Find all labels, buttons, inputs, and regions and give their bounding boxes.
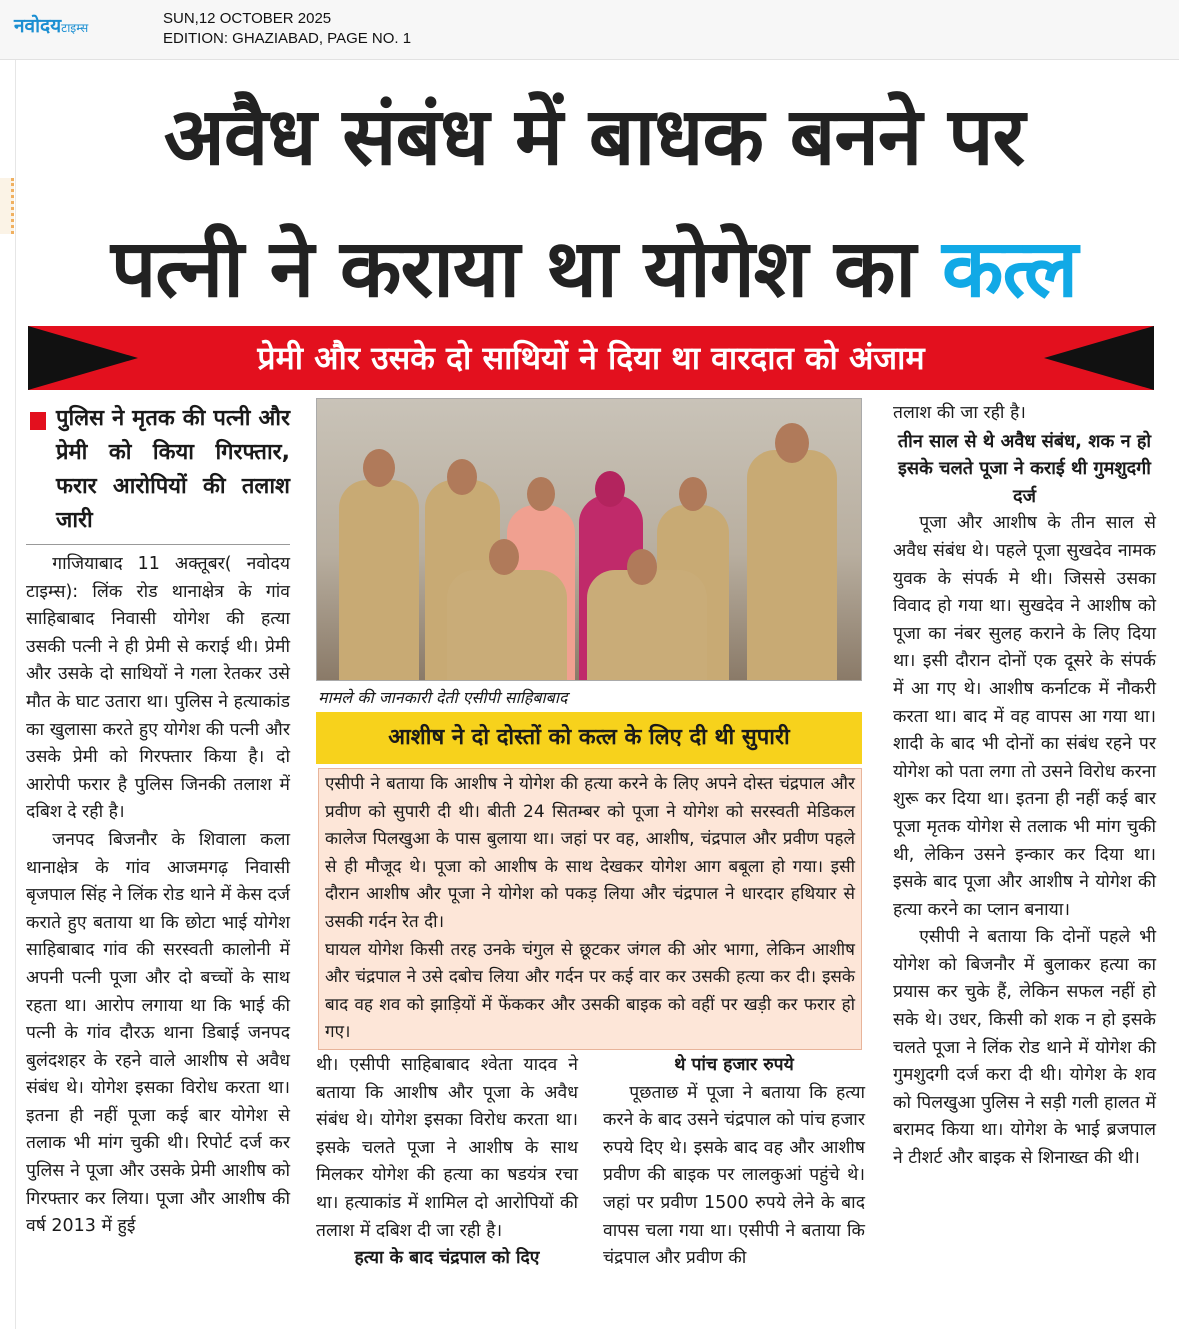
paragraph: घायल योगेश किसी तरह उनके चंगुल से छूटकर जंगल की ओर भागा, लेकिन आशीष और चंद्रपाल ने उसे दबोच लिया और गर्दन पर कई वार कर उसकी हत्या कर दी। इसके बाद वह शव को झाड़ियों में फेंककर और उसकी बाइक को वहीं पर खड़ी कर फरार हो गए। <box>325 939 855 1043</box>
left-column <box>26 402 290 1241</box>
bullet-square-icon <box>30 412 46 430</box>
paragraph: गाजियाबाद 11 अक्तूबर( नवोदय टाइम्स): लिंक रोड थानाक्षेत्र के गांव साहिबाबाद निवासी योगेश की हत्या उसकी पत्नी ने ही प्रेमी से कराई थी। प्रेमी और उसके दो साथियों ने गला रेतकर उसे मौत के घाट उतारा था। पुलिस ने हत्याकांड का खुलासा करते हुए योगेश की पत्नी और उसके प्रेमी को गिरफ्तार किया है। दो आरोपी फरार है पुलिस जिनकी तलाश में दबिश दे रही है। <box>26 554 290 823</box>
epaper-header <box>0 0 1179 60</box>
left-subhead: पुलिस ने मृतक की पत्नी और प्रेमी को किया गिरफ्तार, फरार आरोपियों की तलाश जारी <box>26 402 290 545</box>
paragraph: पूछताछ में पूजा ने बताया कि हत्या करने के बाद उसने चंद्रपाल को पांच हजार रुपये दिए थे। इसके बाद वह और आशीष प्रवीण की बाइक पर लालकुआं पहुंचे थे। जहां पर प्रवीण 1500 रुपये लेने के बाद वापस चला गया था। एसीपी ने बताया कि चंद्रपाल और प्रवीण की <box>603 1082 865 1269</box>
headline-highlight: कत्ल <box>942 222 1078 315</box>
paragraph: जनपद बिजनौर के शिवाला कला थानाक्षेत्र के गांव आजमगढ़ निवासी बृजपाल सिंह ने लिंक रोड थाने में केस दर्ज कराते हुए बताया था कि छोटा भाई योगेश साहिबाबाद गांव की सरस्वती कालोनी में अपनी पत्नी पूजा और दो बच्चों के साथ रहता था। आरोप लगाया था कि भाई की पत्नी के गांव दौरऊ थाना डिबाई जनपद बुलंदशहर के रहने वाले आशीष से अवैध संबंध थे। योगेश इसका विरोध करता था। इतना ही नहीं पूजा कई बार योगेश से तलाक भी मांग चुकी थी। रिपोर्ट दर्ज कर पुलिस ने पूजा और उसके प्रेमी आशीष को गिरफ्तार कर लिया। पूजा और आशीष की वर्ष 2013 में हुई <box>26 829 290 1237</box>
section-subhead: थे पांच हजार रुपये <box>674 1055 794 1075</box>
headline-line-2: पत्नी ने कराया था योगेश का कत्ल <box>110 222 1078 315</box>
paragraph: एसीपी ने बताया कि आशीष ने योगेश की हत्या करने के लिए अपने दोस्त चंद्रपाल और प्रवीण को सुपारी दी थी। बीती 24 सितम्बर को पूजा ने योगेश को सरस्वती मेडिकल कालेज पिलखुआ के पास बुलाया था। जहां पर वह, आशीष, चंद्रपाल और प्रवीण पहले से ही मौजूद थे। पूजा को आशीष के साथ देखकर योगेश आग बबूला हो गया। इसी दौरान आशीष और पूजा ने योगेश को पकड़ लिया और चंद्रपाल ने धारदार हथियार से उसकी गर्दन रेत दी। <box>325 774 855 932</box>
paragraph: पूजा और आशीष के तीन साल से अवैध संबंध थे। पहले पूजा सुखदेव नामक युवक के संपर्क मे थी। जिससे उसका विवाद हो गया था। सुखदेव ने आशीष को पूजा का नंबर सुलह कराने के लिए दिया था। इसी दौरान दोनों एक दूसरे के संपर्क में आ गए थे। आशीष कर्नाटक में नौकरी करता था। बाद में वह वापस आ गया था। शादी के बाद भी दोनों का संबंध रहने पर योगेश को पता लगा तो उसने विरोध करना शुरू कर दिया था। इतना ही नहीं कई बार पूजा मृतक योगेश से तलाक भी मांग चुकी थी, लेकिन उसने इन्कार कर दिया था। इसके बाद पूजा और आशीष ने योगेश की हत्या करने का प्लान बनाया। <box>893 513 1156 920</box>
box-title: आशीष ने दो दोस्तों को कत्ल के लिए दी थी सुपारी <box>316 712 862 764</box>
right-column <box>893 400 1156 1173</box>
edition-date: SUN,12 OCTOBER 2025 <box>163 10 332 27</box>
edition-info <box>163 9 411 49</box>
edition-page: EDITION: GHAZIABAD, PAGE NO. 1 <box>163 30 412 47</box>
section-subhead: तीन साल से थे अवैध संबंध, शक न हो इसके चलते पूजा ने कराई थी गुमशुदगी दर्ज <box>897 430 1152 507</box>
banner-left-triangle <box>28 326 138 390</box>
paragraph: तलाश की जा रही है। <box>893 403 1026 423</box>
banner-right-triangle <box>1044 326 1154 390</box>
previous-page-tab[interactable] <box>0 178 14 234</box>
page-edge <box>0 60 16 1329</box>
newspaper-logo[interactable]: नवोदयटाइम्स <box>14 15 89 37</box>
highlight-box <box>318 768 862 1050</box>
headline-line-1: अवैध संबंध में बाधक बनने पर <box>163 90 1025 183</box>
paragraph: एसीपी ने बताया कि दोनों पहले भी योगेश को बिजनौर में बुलाकर हत्या का प्रयास कर चुके हैं, लेकिन सफल नहीं हो सके थे। उधर, किसी को शक न हो इसके चलते पूजा ने लिंक रोड थाने में योगेश की गुमशुदगी दर्ज करा दी थी। योगेश के शव को पिलखुआ पुलिस ने सड़ी गली हालत में बरामद किया था। योगेश के भाई ब्रजपाल ने टीशर्ट और बाइक से शिनाख्त की थी। <box>893 927 1156 1169</box>
section-subhead: हत्या के बाद चंद्रपाल को दिए <box>354 1248 540 1269</box>
paragraph: थी। एसीपी साहिबाबाद श्वेता यादव ने बताया कि आशीष और पूजा के अवैध संबंध थे। योगेश इसका विरोध करता था। इसके चलते पूजा ने आशीष के साथ मिलकर योगेश की हत्या का षडयंत्र रचा था। हत्याकांड में शामिल दो आरोपियों की तलाश में दबिश दी जा रही है। <box>316 1055 578 1241</box>
middle-column-2 <box>603 1052 865 1273</box>
photo-caption: मामले की जानकारी देती एसीपी साहिबाबाद <box>318 688 568 707</box>
subheadline-banner: प्रेमी और उसके दो साथियों ने दिया था वारदात को अंजाम <box>28 326 1154 390</box>
news-photo <box>316 398 862 681</box>
middle-column-1 <box>316 1052 578 1273</box>
